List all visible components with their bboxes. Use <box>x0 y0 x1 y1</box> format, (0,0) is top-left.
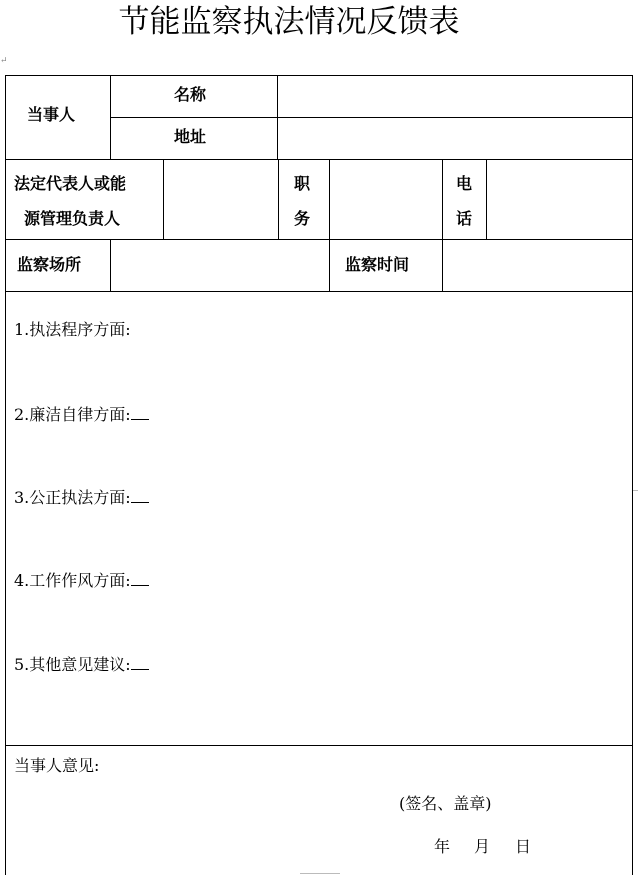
page-title: 节能监察执法情况反馈表 <box>118 4 460 40</box>
inspection-place-label: 监察场所 <box>17 255 82 274</box>
divider <box>5 291 633 292</box>
legal-rep-field[interactable] <box>165 161 276 238</box>
feedback-field[interactable] <box>7 293 631 744</box>
divider <box>5 745 633 746</box>
paragraph-mark-icon: ↵ <box>0 56 8 66</box>
divider <box>110 239 111 291</box>
table-border-left <box>5 75 6 875</box>
feedback-item-work-style-text: 4.工作作风方面: <box>14 571 131 590</box>
inspection-time-field[interactable] <box>444 241 631 290</box>
phone-label-char1: 电 <box>456 174 473 193</box>
inspection-place-field[interactable] <box>112 241 328 290</box>
party-opinion-label: 当事人意见: <box>14 756 100 775</box>
address-label: 地址 <box>174 127 207 146</box>
feedback-item-procedure-text: 1.执法程序方面: <box>14 320 131 339</box>
phone-field[interactable] <box>488 161 631 238</box>
table-border-top <box>5 75 633 76</box>
name-label: 名称 <box>174 85 207 104</box>
divider <box>163 159 164 239</box>
divider <box>329 239 330 291</box>
divider <box>110 117 633 118</box>
party-label: 当事人 <box>27 105 76 124</box>
divider <box>329 159 330 239</box>
divider <box>5 239 633 240</box>
table-border-right <box>632 75 633 875</box>
inspection-time-label: 监察时间 <box>345 255 410 274</box>
date-year-label: 年 <box>434 837 451 856</box>
name-field[interactable] <box>279 77 631 116</box>
position-label-char2: 务 <box>294 209 311 228</box>
phone-label-char2: 话 <box>456 209 473 228</box>
divider <box>442 239 443 291</box>
party-opinion-field[interactable] <box>7 778 387 873</box>
margin-mark <box>300 873 340 874</box>
signature-label: (签名、盖章) <box>399 794 492 813</box>
feedback-item-other-text: 5.其他意见建议: <box>14 655 131 674</box>
legal-rep-label-line1: 法定代表人或能 <box>14 174 127 193</box>
date-month-label: 月 <box>474 837 491 856</box>
divider <box>278 159 279 239</box>
margin-mark <box>633 490 638 491</box>
divider <box>442 159 443 239</box>
legal-rep-label-line2: 源管理负责人 <box>24 209 121 228</box>
divider <box>486 159 487 239</box>
feedback-item-integrity-text: 2.廉洁自律方面: <box>14 405 131 424</box>
address-field[interactable] <box>279 119 631 158</box>
position-field[interactable] <box>331 161 441 238</box>
feedback-item-fairness-text: 3.公正执法方面: <box>14 488 131 507</box>
position-label-char1: 职 <box>294 174 311 193</box>
divider <box>5 159 633 160</box>
date-day-label: 日 <box>515 837 532 856</box>
